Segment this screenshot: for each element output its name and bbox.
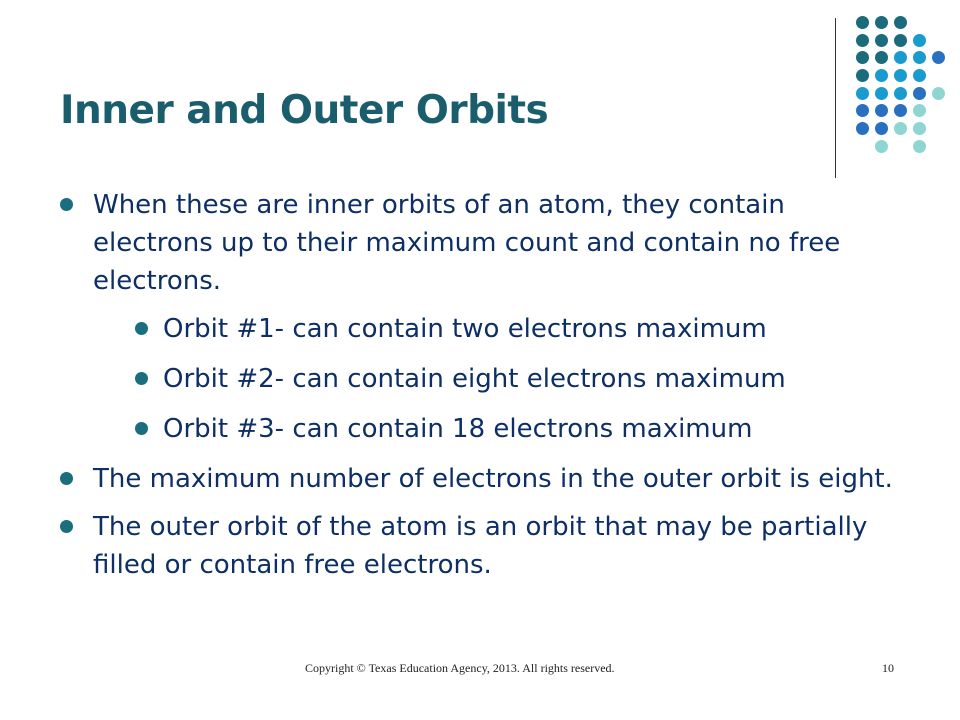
- decorative-dot: [913, 51, 926, 64]
- decorative-dot: [932, 51, 945, 64]
- decorative-dot: [894, 16, 907, 29]
- decorative-dot: [913, 87, 926, 100]
- decorative-dot: [875, 122, 888, 135]
- slide-title: Inner and Outer Orbits: [60, 88, 549, 133]
- decorative-dot: [875, 34, 888, 47]
- decorative-dot: [913, 104, 926, 117]
- sub-bullet-marker: [135, 422, 148, 435]
- decorative-dot: [856, 104, 869, 117]
- sub-bullet-marker: [135, 322, 148, 335]
- bullet-item: [60, 460, 910, 498]
- decorative-dot: [875, 16, 888, 29]
- sub-bullet-text: Orbit #1- can contain two electrons maximum: [163, 314, 767, 344]
- sub-bullet-marker: [135, 372, 148, 385]
- decorative-dot: [894, 104, 907, 117]
- decorative-dot: [894, 51, 907, 64]
- bullet-text: The maximum number of electrons in the outer orbit is eight.: [93, 464, 893, 494]
- decorative-dot: [894, 34, 907, 47]
- decorative-dot: [856, 69, 869, 82]
- decorative-dot: [856, 122, 869, 135]
- bullet-marker: [60, 472, 73, 485]
- decorative-dot: [894, 69, 907, 82]
- decorative-dot: [856, 51, 869, 64]
- copyright-footer: Copyright © Texas Education Agency, 2013. All rights reserved.: [305, 661, 615, 675]
- sub-bullet-item: [60, 360, 910, 398]
- sub-bullet-item: [60, 310, 910, 348]
- bullet-marker: [60, 520, 73, 533]
- decorative-dot: [856, 87, 869, 100]
- slide-content: [60, 186, 910, 594]
- page-number: 10: [882, 661, 894, 675]
- sub-bullet-text: Orbit #2- can contain eight electrons maximum: [163, 364, 786, 394]
- sub-bullet-text: Orbit #3- can contain 18 electrons maximum: [163, 414, 753, 444]
- decorative-dot: [856, 16, 869, 29]
- decorative-dot: [894, 87, 907, 100]
- decorative-dot: [875, 104, 888, 117]
- bullet-marker: [60, 198, 73, 211]
- decorative-dot: [875, 87, 888, 100]
- decorative-dot: [913, 122, 926, 135]
- decorative-dot: [875, 140, 888, 153]
- bullet-item: [60, 186, 910, 300]
- title-divider-line: [835, 18, 836, 178]
- decorative-dot: [932, 87, 945, 100]
- bullet-text: The outer orbit of the atom is an orbit that may be partially filled or contain free electrons.: [93, 512, 868, 580]
- sub-bullet-item: [60, 410, 910, 448]
- decorative-dot: [875, 51, 888, 64]
- decorative-dot: [856, 34, 869, 47]
- decorative-dot: [894, 122, 907, 135]
- bullet-item: [60, 508, 910, 584]
- decorative-dot: [875, 69, 888, 82]
- bullet-text: When these are inner orbits of an atom, they contain electrons up to their maximum count and contain no free electrons.: [93, 190, 841, 296]
- decorative-dot: [913, 34, 926, 47]
- decorative-dot: [913, 69, 926, 82]
- decorative-dot: [913, 140, 926, 153]
